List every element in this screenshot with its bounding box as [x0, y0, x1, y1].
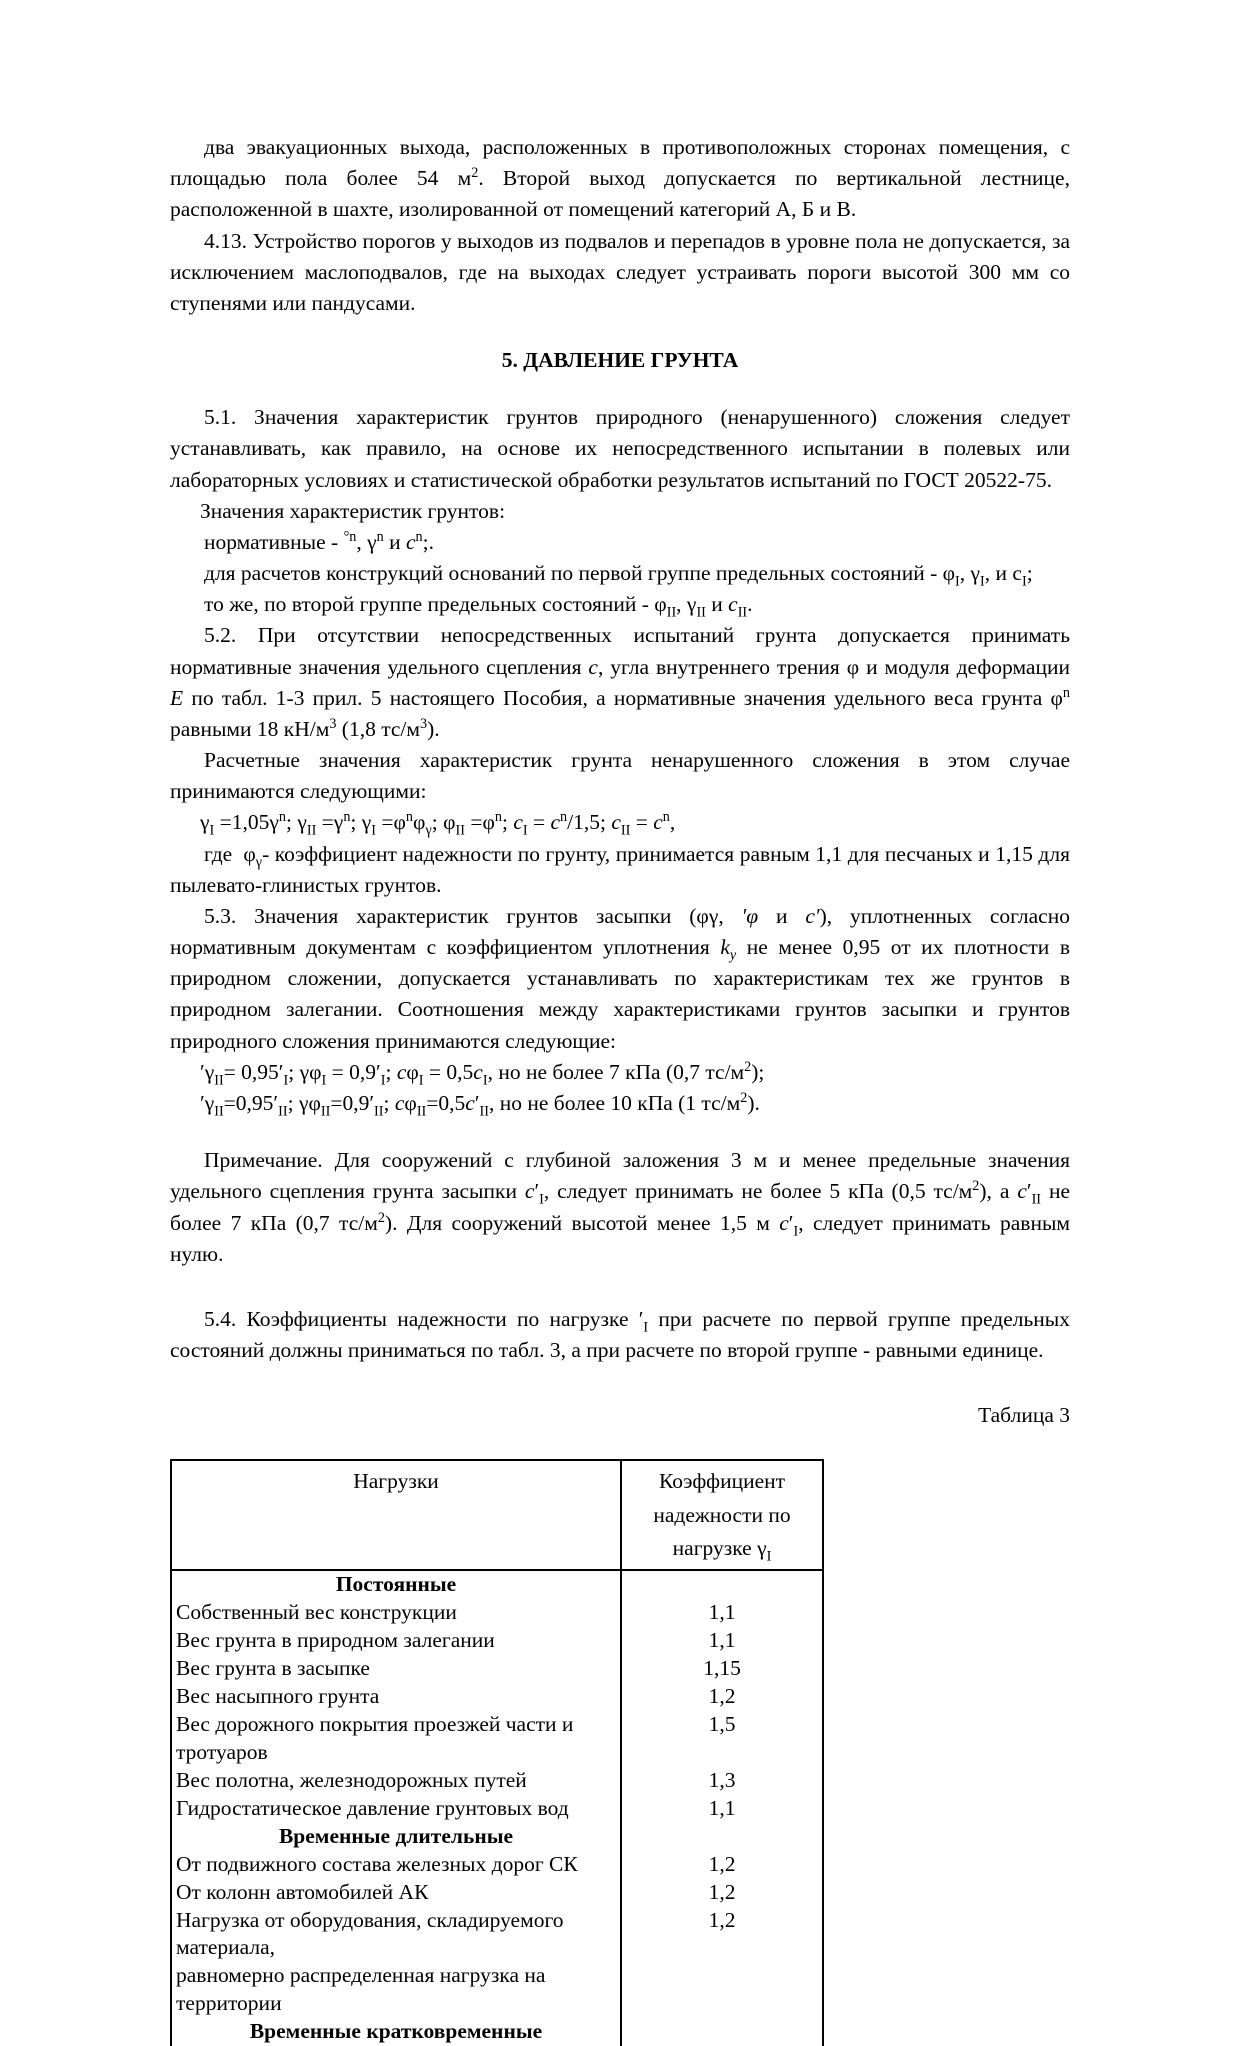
table-row — [171, 1711, 823, 1767]
row-label: От колонн автомобилей АК — [171, 1879, 621, 1907]
spacer — [170, 1366, 1070, 1400]
formula-line-3: $'\gamma_{II}=0,95'_{II}$; $\gamma\varphi_{II}=0,9'_{II}$; $c\varphi_{II}=0,5c'_{II}$, но не более 10 кПа (1 $тс/м^2$). — [200, 1089, 760, 1120]
row-value — [621, 1962, 823, 2018]
paragraph-5-2: 5.2. При отсутствии непосредственных испытаний грунта допускается принимать нормативные значения удельного сцепления c, угла внутреннего трения φ и модуля деформации E по табл. 1-3 прил. 5 настоящего Пособия, а нормативные значения удельного веса грунта $\varphi^n$ равными 18 $кН/м^3$ (1,8 $тс/м^3$). — [170, 623, 1070, 741]
paragraph-first-limit-group: для расчетов конструкций оснований по первой группе предельных состояний - $\varphi_I$, $\gamma_I$, и $c_I$; — [204, 561, 1033, 590]
row-value — [621, 1823, 823, 1851]
row-value: 1,2 — [621, 1907, 823, 1963]
table-load-safety-factors — [170, 1459, 824, 2046]
row-value — [621, 1570, 823, 1599]
paragraph-5-1: 5.1. Значения характеристик грунтов природного (ненарушенного) сложения следует устанавливать, как правило, на основе их непосредственного испытании в полевых или лабораторных условиях и статистической обработки результатов испытаний по ГОСТ 20522-75. — [170, 405, 1070, 492]
paragraph-5-4: 5.4. Коэффициенты надежности по нагрузке $'_I$ при расчете по первой группе предельных состояний должны приниматься по табл. 3, а при расчете по второй группе - равными единице. — [170, 1306, 1070, 1363]
table-row — [171, 1879, 823, 1907]
row-value: 1,2 — [621, 1851, 823, 1879]
paragraph-note: Примечание. Для сооружений с глубиной заложения 3 м и менее предельные значения удельного сцепления грунта засыпки $c'_I$, следует принимать не более 5 кПа (0,5 $тс/м^2$), а $c'_{II}$ не более 7 кПа (0,7 $тс/м^2$). Для сооружений высотой менее 1,5 м $c'_I$, следует принимать равным нулю. — [170, 1148, 1070, 1266]
row-label: Вес грунта в засыпке — [171, 1655, 621, 1683]
page-content — [170, 132, 1070, 2046]
header-line-3: нагрузке $\gamma_I$ — [672, 1535, 772, 1565]
paragraph-where-phi: где $\varphi_\gamma-$ коэффициент надежности по грунту, принимается равным 1,1 для песчаных и 1,15 для пылевато-глинистых грунтов. — [170, 841, 1070, 897]
table-body — [171, 1460, 823, 2046]
row-value: 1,3 — [621, 1767, 823, 1795]
paragraph-4-13: 4.13. Устройство порогов у выходов из подвалов и перепадов в уровне пола не допускается, за исключением маслоподвалов, где на выходах следует устраивать пороги высотой 300 мм со ступенями или пандусами. — [170, 228, 1070, 315]
table-header-loads: Нагрузки — [171, 1460, 621, 1570]
table-caption: Таблица 3 — [978, 1403, 1070, 1428]
row-label: Вес насыпного грунта — [171, 1683, 621, 1711]
table-row — [171, 1599, 823, 1627]
paragraph-intro: два эвакуационных выхода, расположенных в противоположных сторонах помещения, с площадью пола более 54 $м^2$. Второй выход допускается по вертикальной лестнице, расположенной в шахте, изолированной от помещений категорий А, Б и В. — [170, 135, 1070, 222]
spacer — [170, 1119, 1070, 1145]
table-row — [171, 1795, 823, 1823]
row-value: 1,2 — [621, 1879, 823, 1907]
table-row — [171, 1962, 823, 2018]
table-row — [171, 1627, 823, 1655]
row-value: 1,1 — [621, 1795, 823, 1823]
spacer — [170, 376, 1070, 402]
table-header-coefficient — [621, 1460, 823, 1570]
row-value — [621, 2018, 823, 2046]
table-row — [171, 1570, 823, 1599]
row-label: Гидростатическое давление грунтовых вод — [171, 1795, 621, 1823]
table-row — [171, 1767, 823, 1795]
header-line-1: Коэффициент — [658, 1469, 786, 1494]
paragraph-second-limit-group: то же, по второй группе предельных состояний - $\varphi_{II}$, $\gamma_{II}$ и $c_{II}$. — [204, 592, 753, 621]
formula-line-1: $\gamma_I =1,05\gamma^n$; $\gamma_{II} =\gamma^n$; $\gamma_I =\varphi^n\varphi_\gamma$; $\varphi_{II} =\varphi^n$; $c_I = c^n/1,5$; $c_{II} = c^n$, — [200, 809, 676, 839]
table-row — [171, 1851, 823, 1879]
row-group-label: Временные длительные — [171, 1823, 621, 1851]
row-value: 1,5 — [621, 1711, 823, 1767]
row-value: 1,1 — [621, 1627, 823, 1655]
row-label: Вес полотна, железнодорожных путей — [171, 1767, 621, 1795]
table-row — [171, 1907, 823, 1963]
row-group-label: Постоянные — [171, 1570, 621, 1599]
formula-line-2: $'\gamma_{II}= 0,95'_I$; $\gamma\varphi_I = 0,9'_I$; $c\varphi_I = 0,5c_I$, но не более 7 кПа (0,7 $тс/м^2$); — [200, 1058, 765, 1089]
table-row — [171, 1683, 823, 1711]
paragraph-calc-intro: Расчетные значения характеристик грунта ненарушенного сложения в этом случае принимаются следующими: — [170, 748, 1070, 804]
row-value: 1,15 — [621, 1655, 823, 1683]
row-label: Вес дорожного покрытия проезжей части и тротуаров — [171, 1711, 621, 1767]
row-group-label: Временные кратковременные — [171, 2018, 621, 2046]
row-label: Собственный вес конструкции — [171, 1599, 621, 1627]
paragraph-5-1-lead: Значения характеристик грунтов: — [200, 498, 506, 523]
table-row — [171, 2018, 823, 2046]
section-heading-5: 5. ДАВЛЕНИЕ ГРУНТА — [501, 348, 739, 373]
row-label: Нагрузка от оборудования, складируемого материала, — [171, 1907, 621, 1963]
paragraph-normative-values: нормативные - $^{^\circ n}$, $\gamma^n$ и $c^n$;. — [204, 528, 434, 554]
row-label: равномерно распределенная нагрузка на территории — [171, 1962, 621, 2018]
spacer — [170, 319, 1070, 345]
row-value: 1,2 — [621, 1683, 823, 1711]
paragraph-5-3: 5.3. Значения характеристик грунтов засыпки (φγ, ′φ и c′), уплотненных согласно нормативным документам с коэффициентом уплотнения $k_y$ не менее 0,95 от их плотности в природном сложении, допускается устанавливать по характеристикам тех же грунтов в природном залегании. Соотношения между характеристиками грунтов засыпки и грунтов природного сложения принимаются следующие: — [170, 903, 1070, 1053]
row-value: 1,1 — [621, 1599, 823, 1627]
table-row — [171, 1655, 823, 1683]
header-line-2: надежности по — [653, 1502, 791, 1527]
spacer — [170, 1270, 1070, 1304]
row-label: От подвижного состава железных дорог СК — [171, 1851, 621, 1879]
table-header-row — [171, 1460, 823, 1570]
table-row — [171, 1823, 823, 1851]
row-label: Вес грунта в природном залегании — [171, 1627, 621, 1655]
